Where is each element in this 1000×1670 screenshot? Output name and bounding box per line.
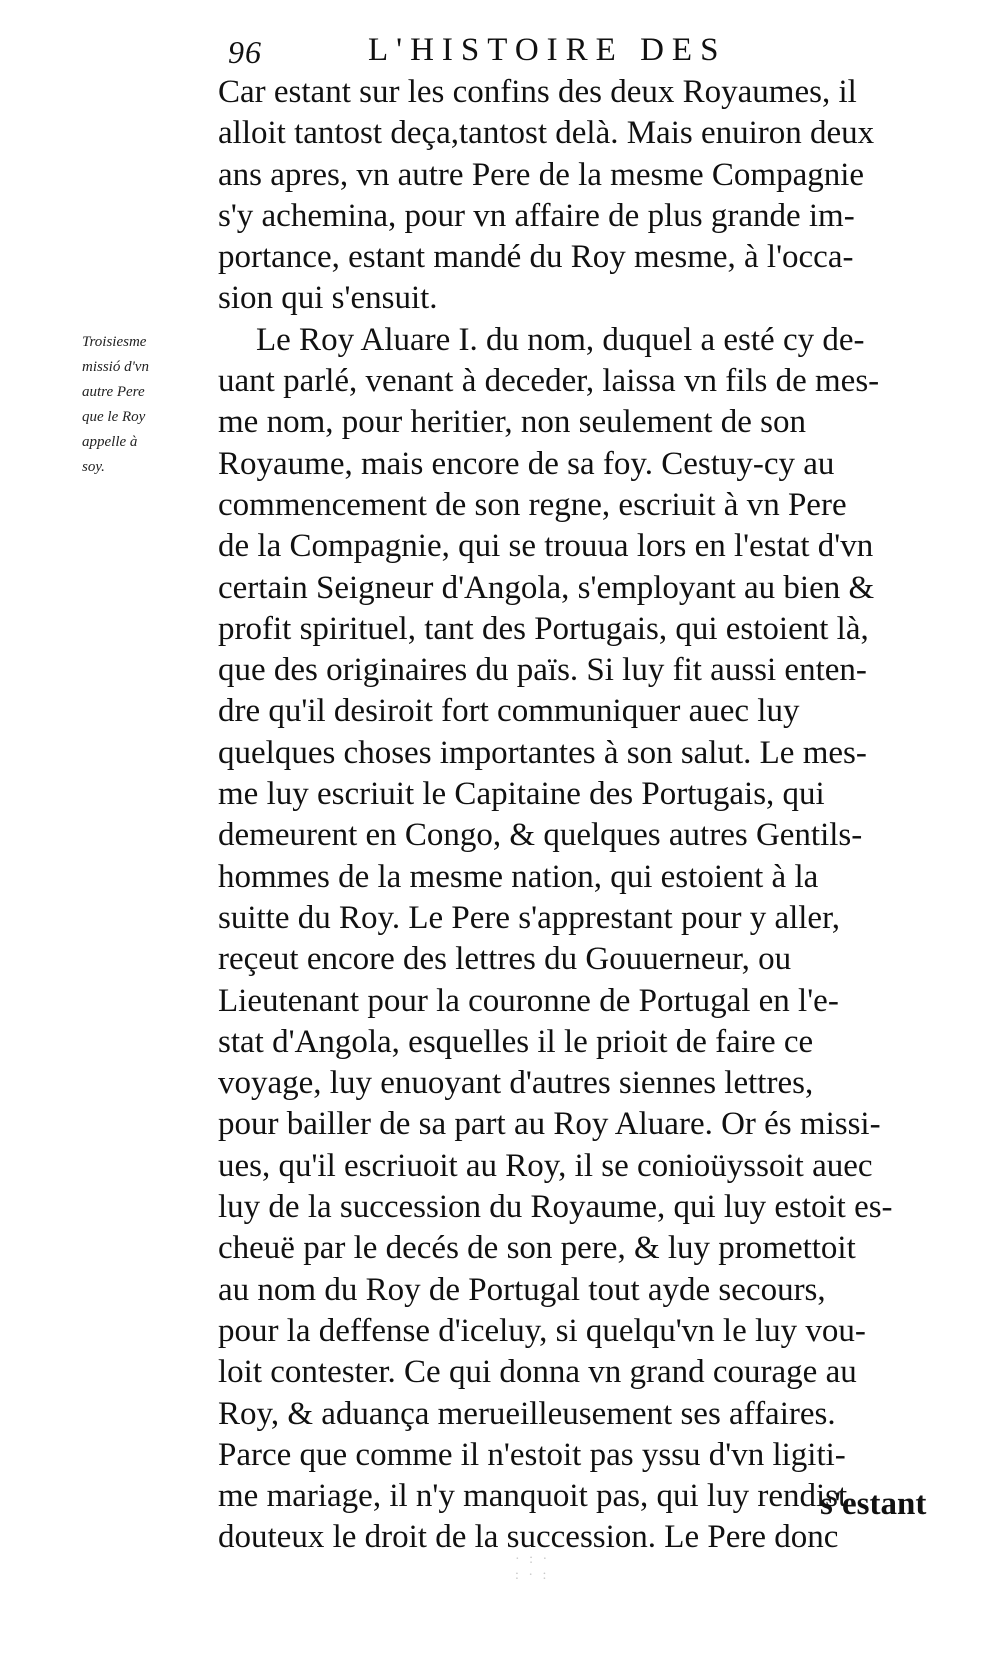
text-line: commencement de son regne, escriuit à vn Pere <box>218 486 847 523</box>
text-line: Lieutenant pour la couronne de Portugal en l'e- <box>218 982 839 1019</box>
text-line: pour la deffense d'iceluy, si quelqu'vn le luy vou- <box>218 1312 866 1349</box>
bleed-through-mark: · : · : · : <box>515 1552 551 1583</box>
text-line: demeurent en Congo, & quelques autres Gentils- <box>218 817 863 854</box>
text-line: Roy, & aduança merueilleusement ses affaires. <box>218 1395 836 1432</box>
text-line: uant parlé, venant à deceder, laissa vn fils de mes- <box>218 363 880 400</box>
text-line: me luy escriuit le Capitaine des Portugais, qui <box>218 776 825 813</box>
margin-note-line: que le Roy <box>82 409 146 425</box>
text-line: cheuë par le decés de son pere, & luy promettoit <box>218 1230 856 1267</box>
text-line: voyage, luy enuoyant d'autres siennes lettres, <box>218 1065 814 1102</box>
text-line: certain Seigneur d'Angola, s'employant au bien & <box>218 569 875 606</box>
text-line: luy de la succession du Royaume, qui luy estoit es- <box>218 1189 893 1226</box>
text-line: hommes de la mesme nation, qui estoient à la <box>218 858 819 895</box>
text-line: me mariage, il n'y manquoit pas, qui luy rendist <box>218 1478 848 1515</box>
text-line: loit contester. Ce qui donna vn grand courage au <box>218 1354 857 1391</box>
text-line: dre qu'il desiroit fort communiquer auec luy <box>218 693 800 730</box>
text-line: Royaume, mais encore de sa foy. Cestuy-cy au <box>218 445 835 482</box>
running-title: L'HISTOIRE DES <box>368 32 727 68</box>
text-line: Car estant sur les confins des deux Royaumes, il <box>218 74 857 110</box>
paragraph-start-line: Le Roy Aluare I. du nom, duquel a esté cy de- <box>256 321 865 358</box>
text-line: pour bailler de sa part au Roy Aluare. Or és missi- <box>218 1106 881 1143</box>
catchword: s'estant <box>820 1486 927 1522</box>
text-line: portance, estant mandé du Roy mesme, à l'occa- <box>218 239 854 276</box>
margin-note-line: autre Pere <box>82 384 145 400</box>
text-line: de la Compagnie, qui se trouua lors en l'estat d'vn <box>218 528 874 565</box>
text-line: Parce que comme il n'estoit pas yssu d'vn ligiti- <box>218 1436 846 1473</box>
text-line: profit spirituel, tant des Portugais, qui estoient là, <box>218 610 869 647</box>
text-line: que des originaires du païs. Si luy fit aussi enten- <box>218 652 867 689</box>
margin-note-line: Troisiesme <box>82 334 147 350</box>
text-line: ues, qu'il escriuoit au Roy, il se conioüyssoit auec <box>218 1147 873 1184</box>
text-line: au nom du Roy de Portugal tout ayde secours, <box>218 1271 826 1308</box>
text-line: quelques choses importantes à son salut. Le mes- <box>218 734 867 771</box>
margin-note-line: missió d'vn <box>82 359 149 375</box>
text-line: alloit tantost deça,tantost delà. Mais enuiron deux <box>218 115 875 152</box>
margin-note <box>82 330 212 480</box>
text-line: suitte du Roy. Le Pere s'apprestant pour y aller, <box>218 899 840 936</box>
text-line: douteux le droit de la succession. Le Pere donc <box>218 1519 839 1556</box>
text-line: stat d'Angola, esquelles il le prioit de faire ce <box>218 1023 814 1060</box>
margin-note-line: soy. <box>82 459 105 475</box>
text-line: sion qui s'ensuit. <box>218 280 438 317</box>
text-line: ans apres, vn autre Pere de la mesme Compagnie <box>218 156 865 193</box>
text-line: me nom, pour heritier, non seulement de son <box>218 404 806 441</box>
page-number: 96 <box>228 34 262 70</box>
text-line: reçeut encore des lettres du Gouuerneur, ou <box>218 941 792 978</box>
text-line: s'y achemina, pour vn affaire de plus grande im- <box>218 197 855 234</box>
running-head <box>228 30 928 74</box>
margin-note-line: appelle à <box>82 434 138 450</box>
body-text <box>218 72 940 1559</box>
